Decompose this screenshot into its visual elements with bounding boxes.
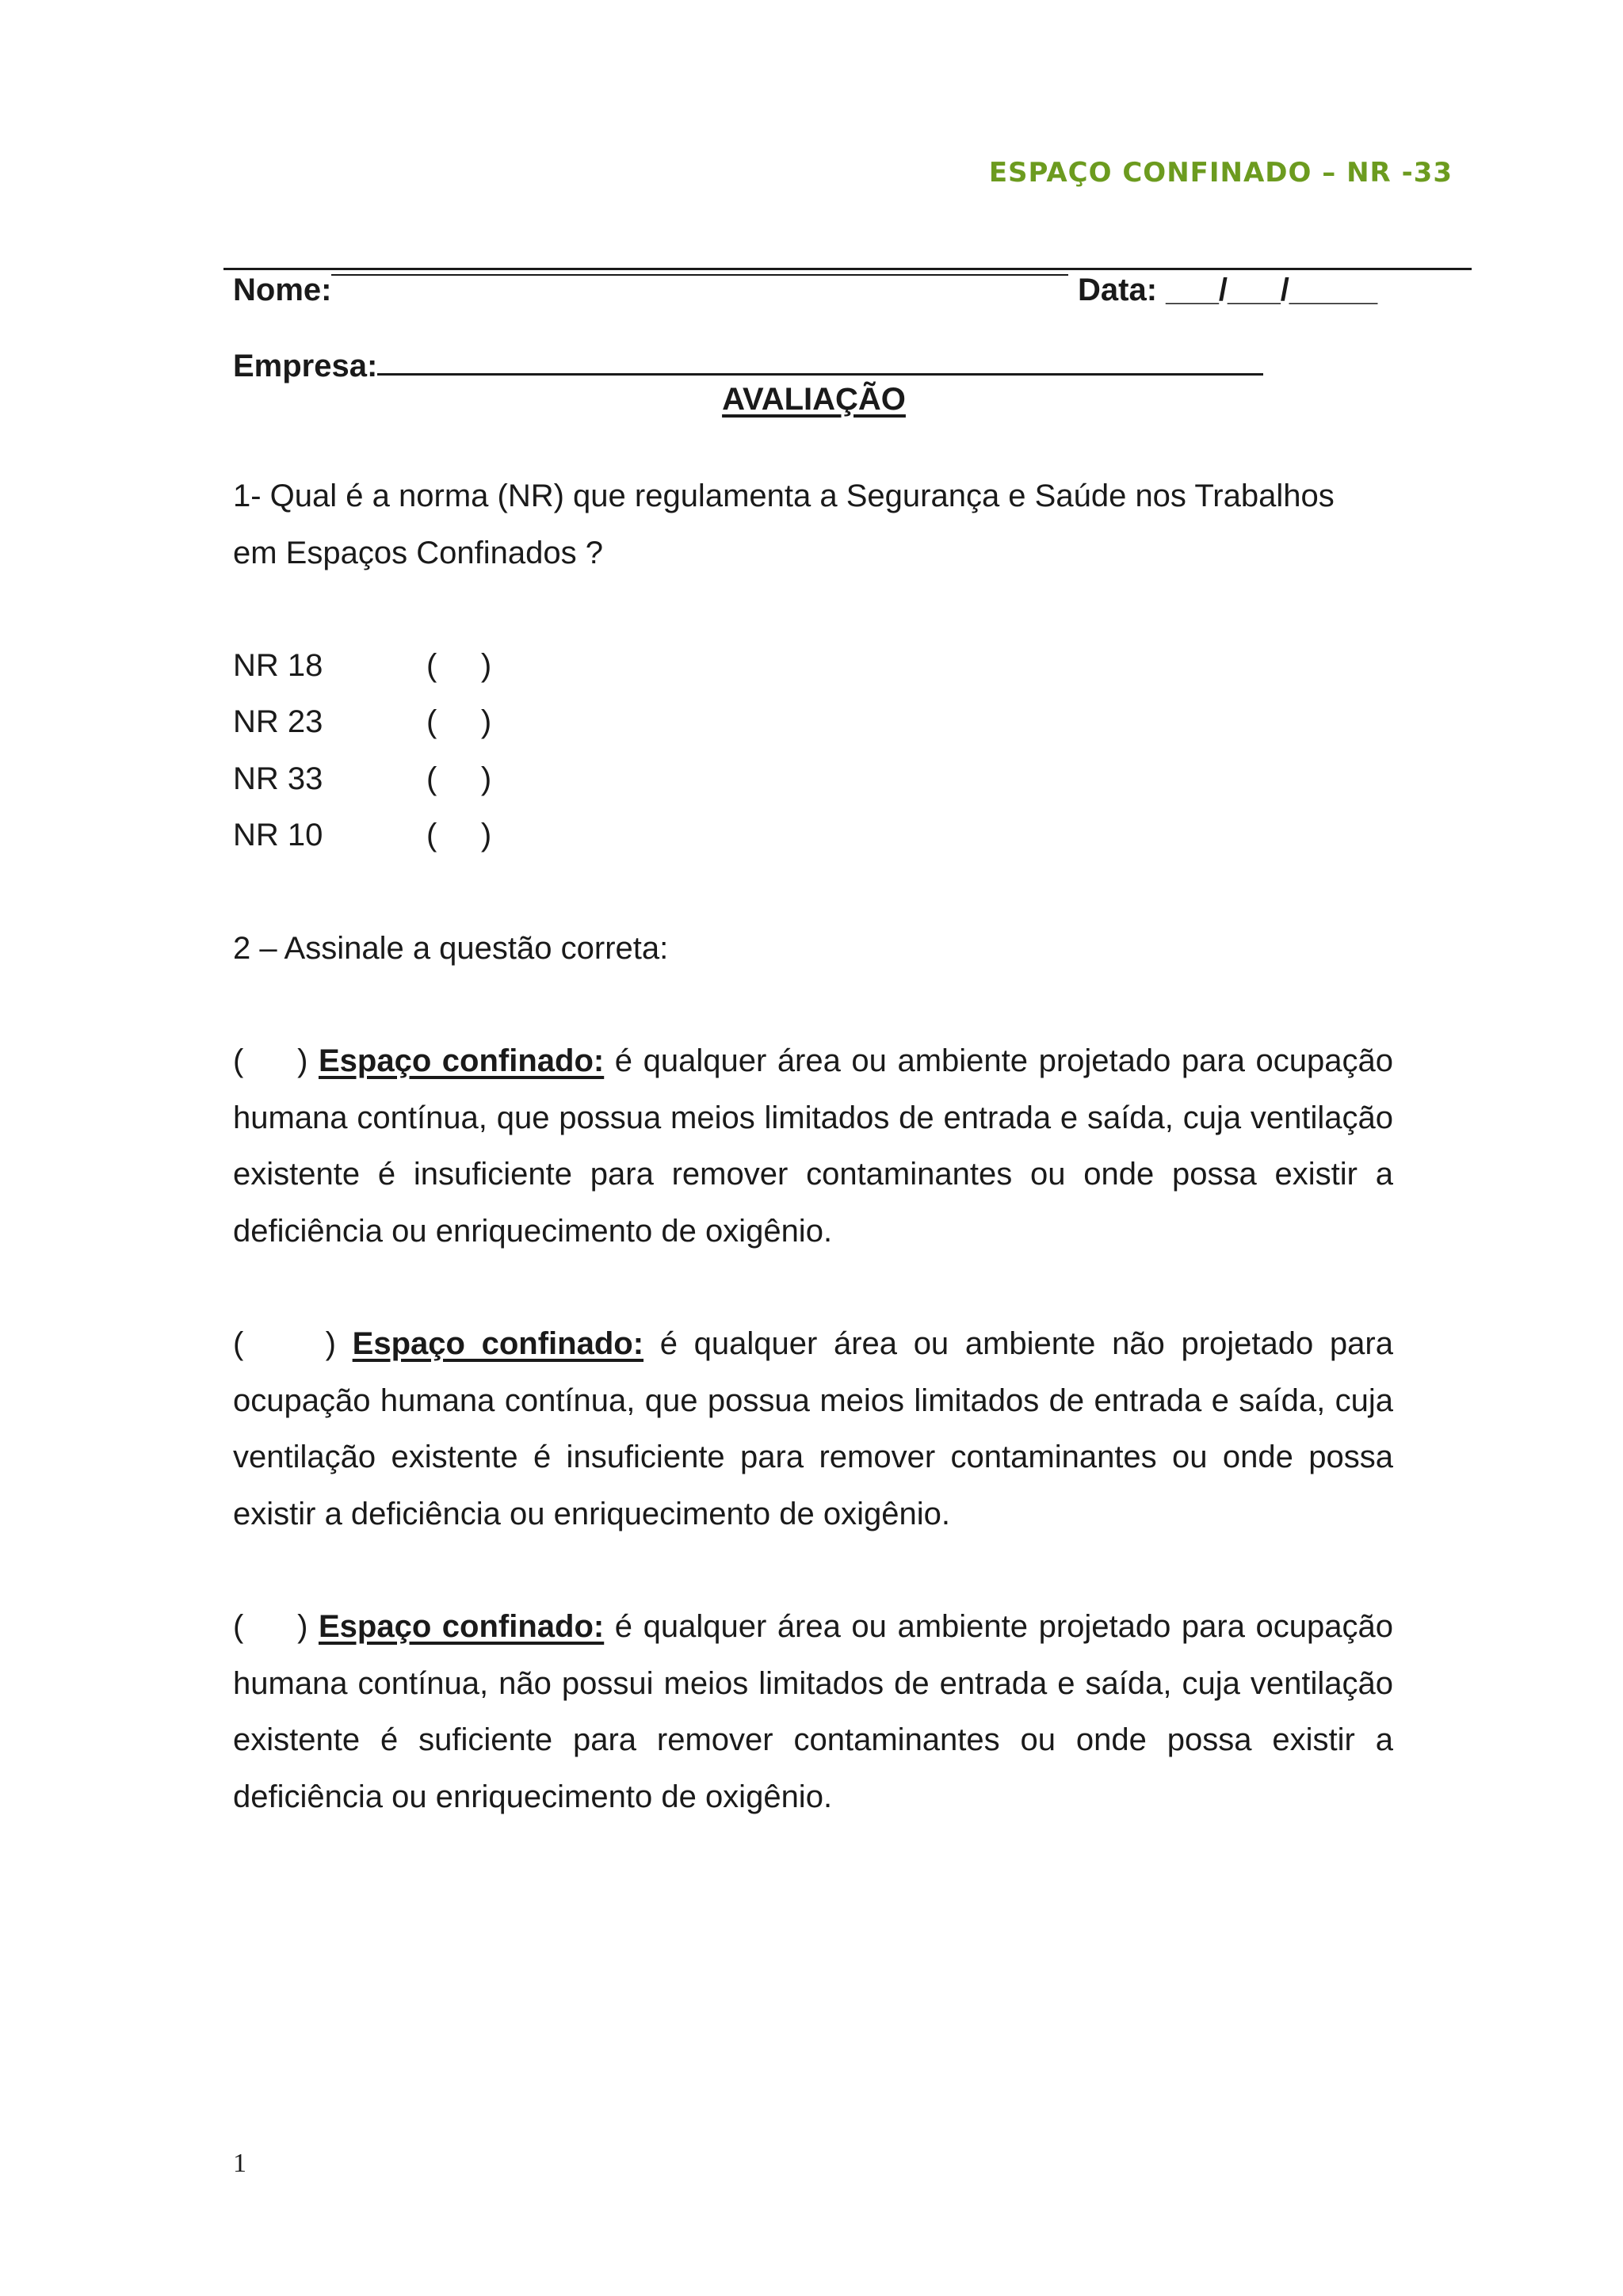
q2-option-3-term: Espaço confinado: [318,1609,605,1644]
q1-option-nr10-label: NR 10 [233,818,323,852]
company-label: Empresa: [233,349,378,383]
question-1-line-1: 1- Qual é a norma (NR) que regulamenta a Segurança e Saúde nos Trabalhos [233,479,1335,513]
q2-option-2-checkbox[interactable]: ( ) [233,1326,336,1361]
q2-option-3-text: é qualquer área ou ambiente projetado para ocupação humana contínua, não possui meios limitados de entrada e saída, cuja ventilação existente é suficiente para remover contaminantes ou onde possa existir a deficiência ou enriquecimento de oxigênio. [233,1609,1393,1814]
top-rule [223,268,1472,270]
q1-option-nr33-checkbox[interactable]: ( ) [426,761,492,796]
section-title [0,382,1623,418]
page-number: 1 [233,2149,246,2178]
q2-option-2-term: Espaço confinado: [352,1326,644,1361]
q1-option-nr33-label: NR 33 [233,761,323,796]
q2-option-1-term: Espaço confinado: [318,1043,605,1078]
name-label: Nome: [233,273,332,307]
q2-option-1-checkbox[interactable]: ( ) [233,1043,308,1078]
q1-option-nr18-label: NR 18 [233,648,323,683]
question-1-line-2: em Espaços Confinados ? [233,536,603,570]
q2-option-2-text: é qualquer área ou ambiente não projetado para ocupação humana contínua, que possua meios limitados de entrada e saída, cuja ventilação existente é insuficiente para remover contaminantes ou onde possa existir a deficiência ou enriquecimento de oxigênio. [233,1326,1393,1531]
section-title-text: AVALIAÇÃO [722,382,906,417]
document-header-title: ESPAÇO CONFINADO – NR -33 [988,157,1453,189]
q2-option-1-text: é qualquer área ou ambiente projetado para ocupação humana contínua, que possua meios limitados de entrada e saída, cuja ventilação existente é insuficiente para remover contaminantes ou onde possa existir a deficiência ou enriquecimento de oxigênio. [233,1043,1393,1249]
q2-option-1 [233,1033,1393,1260]
company-input-line[interactable] [377,373,1263,376]
q1-option-nr18-checkbox[interactable]: ( ) [426,648,492,683]
question-2-prompt: 2 – Assinale a questão correta: [233,931,669,966]
q2-option-2 [233,1316,1393,1543]
q1-option-nr23-label: NR 23 [233,704,323,739]
name-input-line[interactable] [331,274,1068,276]
q1-option-nr10-checkbox[interactable]: ( ) [426,818,492,852]
q1-option-nr23-checkbox[interactable]: ( ) [426,704,492,739]
q2-option-3 [233,1599,1393,1825]
date-label: Data: ___/___/_____ [1078,273,1378,307]
q2-option-3-checkbox[interactable]: ( ) [233,1609,308,1644]
